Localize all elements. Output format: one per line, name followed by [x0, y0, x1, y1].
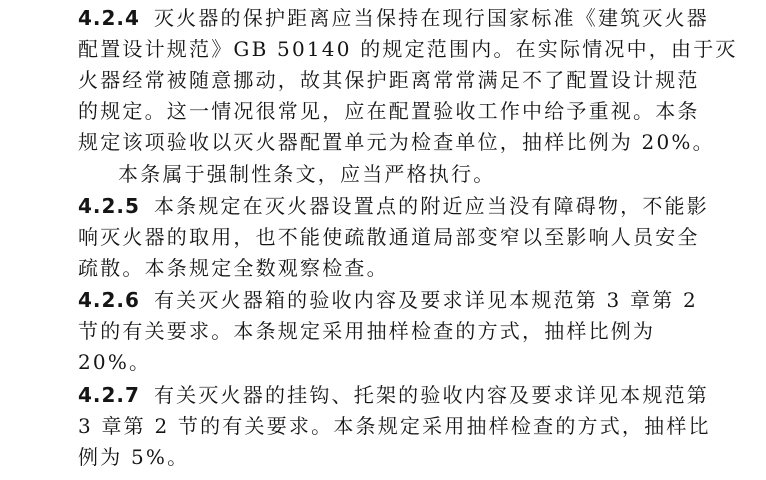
clause-4-2-6-line-1 [78, 288, 698, 312]
clause-number: 4.2.7 [78, 383, 140, 407]
clause-4-2-4-line-5: 规定该项验收以灭火器配置单元为检查单位，抽样比例为 20%。 [78, 130, 715, 154]
clause-text: 本条规定在灭火器设置点的附近应当没有障碍物，不能影 [153, 194, 709, 218]
clause-4-2-6-line-3: 20%。 [78, 350, 152, 374]
clause-text: 有关灭火器箱的验收内容及要求详见本规范第 3 章第 2 [153, 288, 698, 312]
clause-4-2-7-line-2: 3 章第 2 节的有关要求。本条规定采用抽样检查的方式，抽样比 [78, 414, 711, 438]
clause-number: 4.2.4 [78, 6, 140, 30]
clause-number: 4.2.6 [78, 288, 140, 312]
clause-4-2-4-line-1 [78, 6, 709, 30]
clause-4-2-7-line-1 [78, 383, 709, 407]
clause-text: 有关灭火器的挂钩、托架的验收内容及要求详见本规范第 [153, 383, 709, 407]
clause-text: 灭火器的保护距离应当保持在现行国家标准《建筑灭火器 [153, 6, 709, 30]
clause-4-2-4-line-2: 配置设计规范》GB 50140 的规定范围内。在实际情况中，由于灭 [78, 37, 738, 61]
clause-4-2-6-line-2: 节的有关要求。本条规定采用抽样检查的方式，抽样比例为 [78, 319, 656, 343]
clause-4-2-5-line-3: 疏散。本条规定全数观察检查。 [78, 256, 389, 280]
clause-4-2-4-mandatory-note: 本条属于强制性条文，应当严格执行。 [118, 162, 496, 186]
clause-4-2-4-line-4: 的规定。这一情况很常见，应在配置验收工作中给予重视。本条 [78, 99, 700, 123]
clause-4-2-4-line-3: 火器经常被随意挪动，故其保护距离常常满足不了配置设计规范 [78, 68, 700, 92]
clause-number: 4.2.5 [78, 194, 140, 218]
clause-4-2-5-line-2: 响灭火器的取用，也不能使疏散通道局部变窄以至影响人员安全 [78, 225, 700, 249]
clause-4-2-7-line-3: 例为 5%。 [78, 445, 190, 469]
clause-4-2-5-line-1 [78, 194, 709, 218]
